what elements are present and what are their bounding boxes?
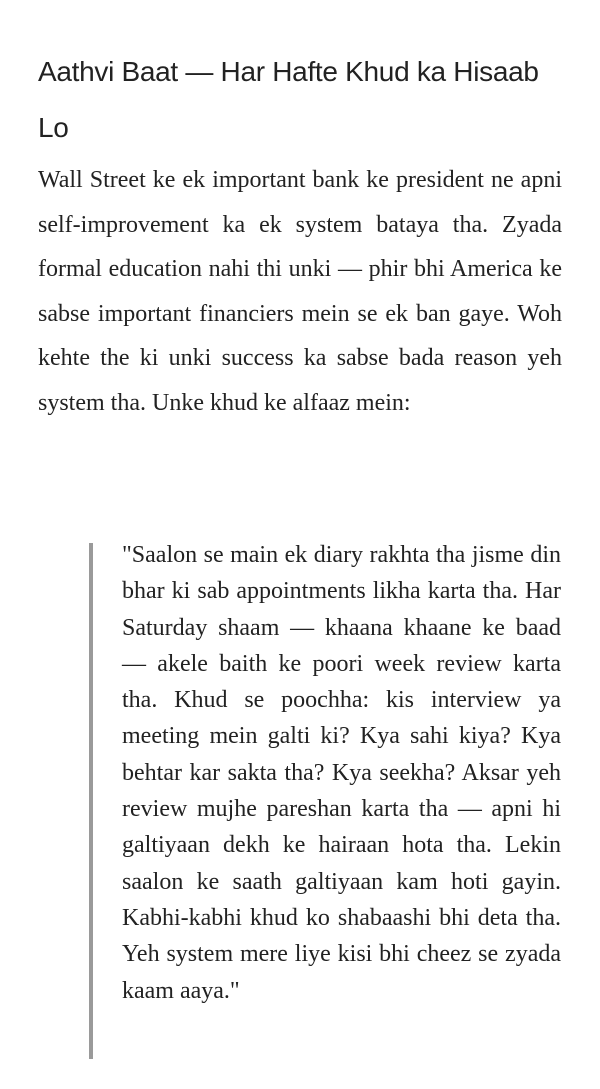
- intro-paragraph: Wall Street ke ek important bank ke president ne apni self-improvement ka ek system bataya tha. Zyada formal education nahi thi unki — phir bhi America ke sabse important financiers mein se ek ban gaye. Woh kehte the ki unki success ka sabse bada reason yeh system tha. Unke khud ke alfaaz mein:: [38, 167, 562, 416]
- blockquote: [89, 543, 561, 1059]
- section-heading: Aathvi Baat — Har Hafte Khud ka Hisaab Lo: [38, 56, 539, 143]
- quote-text: "Saalon se main ek diary rakhta tha jisme din bhar ki sab appointments likha karta tha. Har Saturday shaam — khaana khaane ke baad — akele baith ke poori week review karta tha. Khud se poochha: kis interview ya meeting mein galti ki? Kya sahi kiya? Kya behtar kar sakta tha? Kya seekha? Aksar yeh review mujhe pareshan karta tha — apni hi galtiyaan dekh ke hairaan hota tha. Lekin saalon ke saath galtiyaan kam hoti gayin. Kabhi-kabhi khud ko shabaashi bhi deta tha. Yeh system mere liye kisi bhi cheez se zyada kaam aaya.": [122, 542, 561, 1004]
- article-body: [38, 44, 562, 425]
